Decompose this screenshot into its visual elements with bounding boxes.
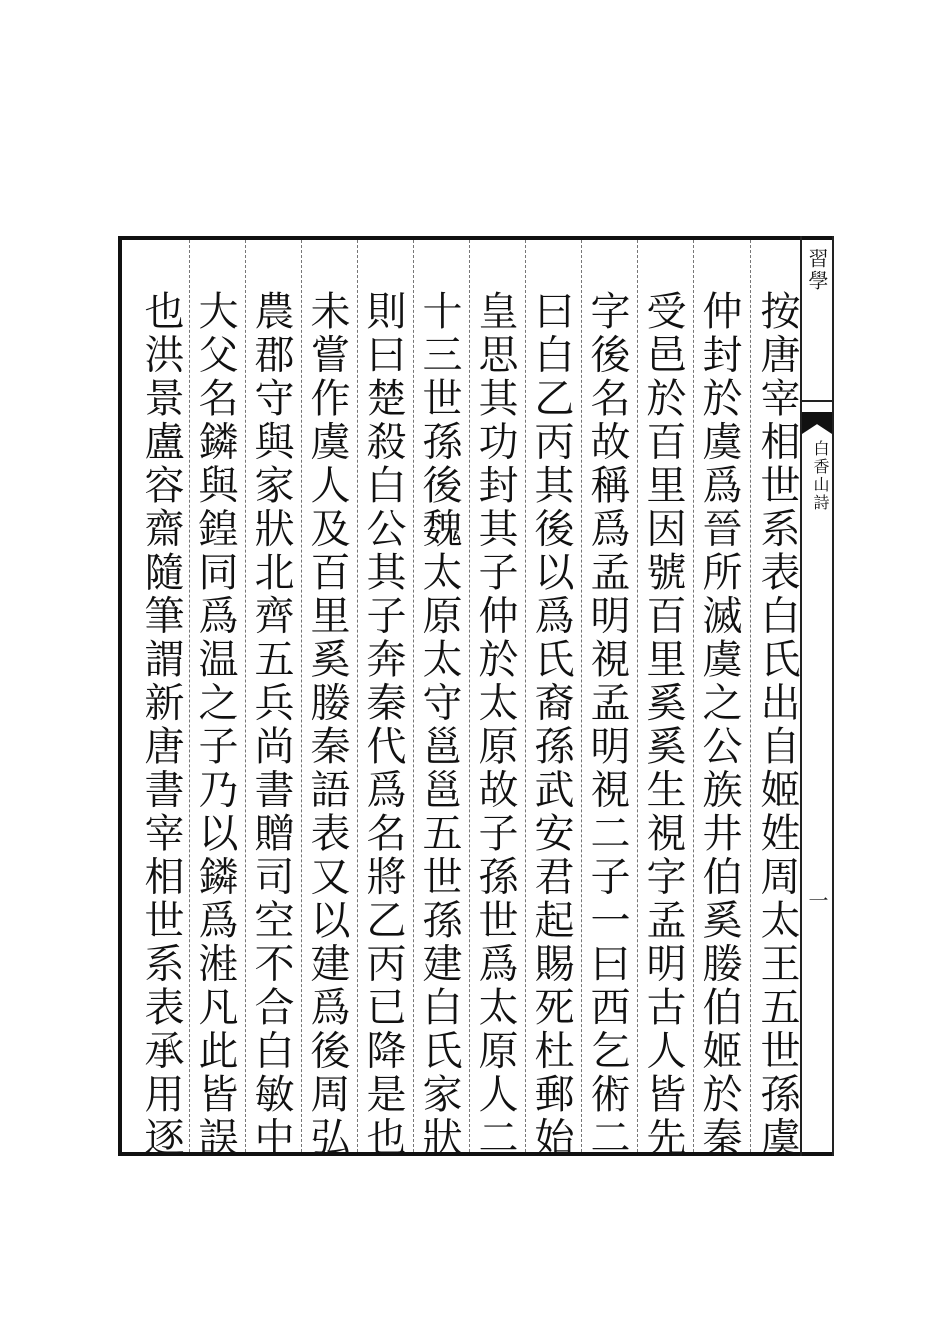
text-column-8: 則曰楚殺白公其子奔秦代爲名將乙丙已降是也 xyxy=(360,290,406,1160)
column-rule xyxy=(189,240,190,1152)
column-rule xyxy=(693,240,694,1152)
column-rule xyxy=(637,240,638,1152)
margin-band-divider xyxy=(800,400,834,402)
text-column-2: 仲封於虞爲晉所滅虞之公族井伯奚媵伯姬於秦 xyxy=(696,290,742,1160)
text-column-10: 農郡守與家狀北齊五兵尚書贈司空不合白敏中 xyxy=(248,290,294,1160)
text-column-6: 皇思其功封其子仲於太原故子孫世爲太原人二 xyxy=(472,290,518,1160)
page-number: 一 xyxy=(805,890,829,910)
text-column-4: 字後名故稱爲孟明視孟明視二子一曰西乞術二 xyxy=(584,290,630,1160)
text-column-5: 曰白乙丙其後以爲氏裔孫武安君起賜死杜郵始 xyxy=(528,290,574,1160)
column-rule xyxy=(525,240,526,1152)
column-rule xyxy=(301,240,302,1152)
column-rule xyxy=(245,240,246,1152)
text-column-3: 受邑於百里因號百里奚奚生視字孟明古人皆先 xyxy=(640,290,686,1160)
text-column-11: 大父名鏻與鍠同爲温之子乃以鏻爲溎凡此皆誤 xyxy=(192,290,238,1160)
column-rule xyxy=(750,240,751,1152)
text-column-1: 按唐宰相世系表白氏出自姬姓周太王五世孫虞 xyxy=(754,290,800,1160)
text-column-9: 未嘗作虞人及百里奚媵秦語表又以建爲後周弘 xyxy=(304,290,350,1160)
column-rule xyxy=(357,240,358,1152)
column-rule xyxy=(469,240,470,1152)
text-column-7: 十三世孫後魏太原太守邕邕五世孫建白氏家狀 xyxy=(416,290,462,1160)
margin-band xyxy=(800,236,834,1156)
column-rule xyxy=(581,240,582,1152)
margin-title: 習學 xyxy=(805,248,829,292)
margin-subtitle: 白香山詩 xyxy=(811,440,830,512)
column-rule xyxy=(413,240,414,1152)
text-column-12: 也洪景盧容齋隨筆謂新唐書宰相世系表承用逐 xyxy=(138,290,184,1160)
